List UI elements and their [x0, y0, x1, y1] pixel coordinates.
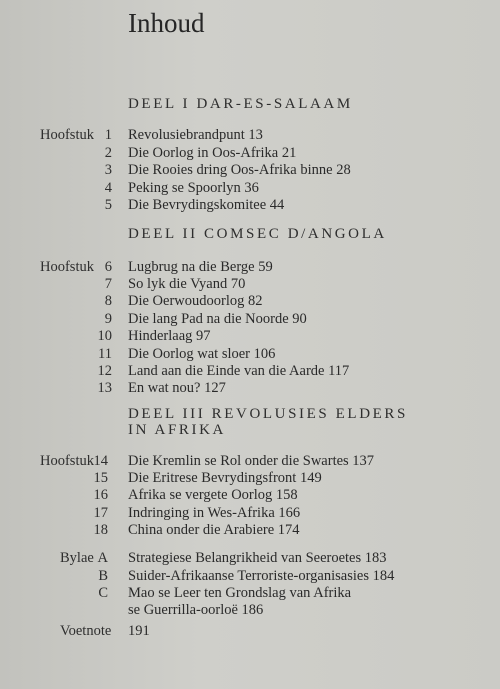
chapter-number: 7	[104, 276, 112, 292]
chapter-number: 6	[104, 259, 112, 275]
part-heading-1: DEEL I DAR-ES-SALAAM	[128, 96, 353, 112]
notes-label: Voetnote	[60, 623, 112, 639]
chapter-entry: Die Oorlog wat sloer 106	[128, 346, 276, 362]
appendix-letter: C	[98, 585, 108, 601]
chapter-number: 17	[93, 505, 108, 521]
chapter-label: Hoofstuk	[40, 259, 94, 275]
chapter-entry: Lugbrug na die Berge 59	[128, 259, 273, 275]
chapter-number: 15	[93, 470, 108, 486]
chapter-entry: Die Bevrydingskomitee 44	[128, 197, 285, 213]
chapter-entry: En wat nou? 127	[128, 380, 226, 396]
chapter-entry: Die Kremlin se Rol onder die Swartes 137	[128, 453, 375, 469]
appendix-entry-continued: se Guerrilla-oorloë 186	[128, 602, 264, 618]
chapter-label: Hoofstuk	[40, 453, 94, 469]
chapter-entry: Revolusiebrandpunt 13	[128, 127, 263, 143]
chapter-entry: Land aan die Einde van die Aarde 117	[128, 363, 350, 379]
chapter-number: 14	[93, 453, 108, 469]
chapter-number: 2	[104, 145, 112, 161]
chapter-number: 12	[97, 363, 112, 379]
chapter-entry: Die Oorlog in Oos-Afrika 21	[128, 145, 297, 161]
chapter-number: 13	[97, 380, 112, 396]
chapter-number: 4	[104, 180, 112, 196]
chapter-entry: Hinderlaag 97	[128, 328, 211, 344]
appendix-letter: A	[97, 550, 108, 566]
part-heading-2: DEEL II COMSEC D/ANGOLA	[128, 226, 387, 242]
chapter-number: 16	[93, 487, 108, 503]
chapter-label: Hoofstuk	[40, 127, 94, 143]
chapter-entry: So lyk die Vyand 70	[128, 276, 246, 292]
chapter-entry: Die lang Pad na die Noorde 90	[128, 311, 307, 327]
appendix-letter: B	[98, 568, 108, 584]
chapter-number: 11	[98, 346, 112, 362]
chapter-number: 1	[104, 127, 112, 143]
chapter-number: 18	[93, 522, 108, 538]
notes-page-number: 191	[128, 623, 150, 639]
appendix-entry: Suider-Afrikaanse Terroriste-organisasies 184	[128, 568, 395, 584]
chapter-number: 3	[104, 162, 112, 178]
chapter-number: 8	[104, 293, 112, 309]
chapter-entry: Die Oerwoudoorlog 82	[128, 293, 263, 309]
chapter-number: 5	[104, 197, 112, 213]
appendix-entry: Strategiese Belangrikheid van Seeroetes 183	[128, 550, 387, 566]
appendix-entry: Mao se Leer ten Grondslag van Afrika	[128, 585, 352, 601]
chapter-entry: Die Eritrese Bevrydingsfront 149	[128, 470, 322, 486]
part-heading-3-line1: DEEL III REVOLUSIES ELDERS	[128, 406, 408, 422]
chapter-entry: China onder die Arabiere 174	[128, 522, 300, 538]
page-title: Inhoud	[128, 8, 205, 38]
appendix-label: Bylae	[60, 550, 94, 566]
chapter-number: 9	[104, 311, 112, 327]
chapter-entry: Afrika se vergete Oorlog 158	[128, 487, 298, 503]
chapter-number: 10	[97, 328, 112, 344]
chapter-entry: Peking se Spoorlyn 36	[128, 180, 259, 196]
chapter-entry: Die Rooies dring Oos-Afrika binne 28	[128, 162, 351, 178]
chapter-entry: Indringing in Wes-Afrika 166	[128, 505, 301, 521]
part-heading-3-line2: IN AFRIKA	[128, 422, 226, 438]
